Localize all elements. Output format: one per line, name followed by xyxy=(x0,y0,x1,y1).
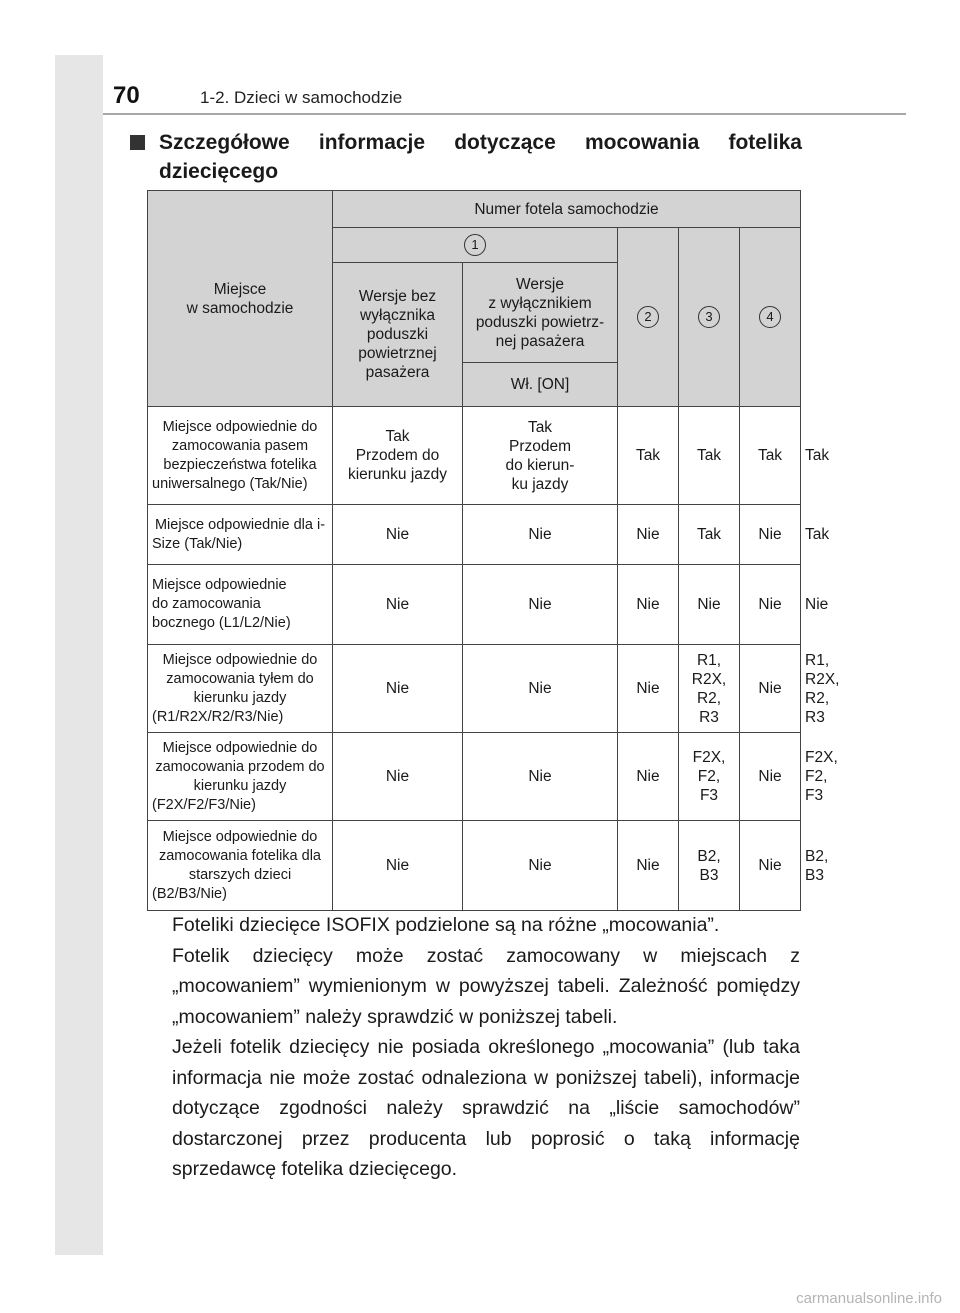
row-label: Miejsce odpowiednie dla i-Size (Tak/Nie) xyxy=(148,505,333,565)
isofix-info-table xyxy=(147,190,840,911)
table-cell: Nie xyxy=(679,565,740,645)
header-seat-4 xyxy=(740,228,801,407)
table-cell: Nie xyxy=(618,821,679,911)
table-cell: Nie xyxy=(740,645,801,733)
table-cell: Tak xyxy=(740,407,801,505)
page-number: 70 xyxy=(113,82,140,109)
table-cell: Nie xyxy=(740,505,801,565)
paragraph: Jeżeli fotelik dziecięcy nie posiada określonego „mocowania” (lub taka informacja nie może zostać odnaleziona w poniższej tabeli), informacje dotyczące zgodności należy sprawdzić na „liście samochodów” dostarczonej przez producenta lub poprosić o taką informację sprzedawcę fotelika dziecięcego. xyxy=(172,1036,800,1180)
table-cell: Nie xyxy=(333,505,463,565)
table-row: Miejsce odpowiednie do zamocowania bocznego (L1/L2/Nie) Nie Nie Nie Nie Nie Nie xyxy=(148,565,801,645)
seat-1-circle-icon: 1 xyxy=(464,234,486,256)
table-cell: Tak Przodem do kierunku jazdy xyxy=(333,407,463,505)
header-without-switch: Wersje bez wyłącznika poduszki powietrznej pasażera xyxy=(333,263,463,407)
table-cell: Nie xyxy=(333,565,463,645)
table-row: Miejsce odpowiednie do zamocowania przodem do kierunku jazdy (F2X/F2/F3/Nie) Nie Nie Nie F2X, F2, F3 Nie F2X, F2, F3 xyxy=(148,733,801,821)
table-cell: Tak Przodem do kierun- ku jazdy xyxy=(463,407,618,505)
table-cell: B2, B3 xyxy=(679,821,740,911)
table-cell: Nie xyxy=(333,821,463,911)
table-cell: Nie xyxy=(618,733,679,821)
table-cell: F2X, F2, F3 xyxy=(679,733,740,821)
table-cell: Nie xyxy=(333,733,463,821)
table-cell: Nie xyxy=(618,645,679,733)
table-cell: Nie xyxy=(618,565,679,645)
chapter-title: 1-2. Dzieci w samochodzie xyxy=(200,88,403,107)
paragraph: Foteliki dziecięce ISOFIX podzielone są na różne „mocowania”. xyxy=(172,914,720,936)
seat-4-circle-icon: 4 xyxy=(759,306,781,328)
header-seat-1 xyxy=(333,228,618,263)
seat-2-circle-icon: 2 xyxy=(637,306,659,328)
table-cell: Nie xyxy=(463,565,618,645)
side-margin-bar xyxy=(55,55,103,1255)
table-cell: Nie xyxy=(463,505,618,565)
header-with-switch: Wersje z wyłącznikiem poduszki powietrz- nej pasażera xyxy=(463,263,618,363)
table-cell: Nie xyxy=(463,821,618,911)
table-cell: R1, R2X, R2, R3 xyxy=(679,645,740,733)
watermark: carmanualsonline.info xyxy=(796,1290,942,1307)
table-cell: Nie xyxy=(463,733,618,821)
body-text xyxy=(172,910,800,1185)
row-label: Miejsce odpowiednie do zamocowania bocznego (L1/L2/Nie) xyxy=(148,565,333,645)
table-row: Miejsce odpowiednie do zamocowania pasem bezpieczeństwa fotelika uniwersalnego (Tak/Nie) Tak Przodem do kierunku jazdy Tak Przodem do kierun- ku jazdy Tak Tak Tak Tak xyxy=(148,407,801,505)
row-label: Miejsce odpowiednie do zamocowania pasem bezpieczeństwa fotelika uniwersalnego (Tak/Nie) xyxy=(148,407,333,505)
table-row: Miejsce odpowiednie dla i-Size (Tak/Nie) Nie Nie Nie Tak Nie Tak xyxy=(148,505,801,565)
header-seat-3 xyxy=(679,228,740,407)
section-heading xyxy=(130,128,802,186)
header-switch-on: Wł. [ON] xyxy=(463,363,618,407)
table-cell: Nie xyxy=(333,645,463,733)
row-label: Miejsce odpowiednie do zamocowania fotelika dla starszych dzieci (B2/B3/Nie) xyxy=(148,821,333,911)
table-cell: Tak xyxy=(618,407,679,505)
square-bullet-icon xyxy=(130,135,145,150)
header-seat-2 xyxy=(618,228,679,407)
header-divider xyxy=(103,113,906,115)
row-label: Miejsce odpowiednie do zamocowania tyłem do kierunku jazdy (R1/R2X/R2/R3/Nie) xyxy=(148,645,333,733)
table-row: Miejsce odpowiednie do zamocowania fotelika dla starszych dzieci (B2/B3/Nie) Nie Nie Nie B2, B3 Nie B2, B3 xyxy=(148,821,801,911)
table-cell: Tak xyxy=(679,407,740,505)
table-row: Miejsce odpowiednie do zamocowania tyłem do kierunku jazdy (R1/R2X/R2/R3/Nie) Nie Nie Nie R1, R2X, R2, R3 Nie R1, R2X, R2, R3 xyxy=(148,645,801,733)
row-label: Miejsce odpowiednie do zamocowania przodem do kierunku jazdy (F2X/F2/F3/Nie) xyxy=(148,733,333,821)
seat-3-circle-icon: 3 xyxy=(698,306,720,328)
table-cell: Nie xyxy=(463,645,618,733)
table-cell: Tak xyxy=(679,505,740,565)
header-location: Miejsce w samochodzie xyxy=(148,191,333,407)
header-seat-number: Numer fotela samochodzie xyxy=(333,191,801,228)
table-cell: Nie xyxy=(740,733,801,821)
paragraph: Fotelik dziecięcy może zostać zamocowany w miejscach z „mocowaniem” wymienionym w powyższej tabeli. Zależność pomiędzy „mocowaniem” należy sprawdzić w poniższej tabeli. xyxy=(172,944,800,1028)
table-cell: Nie xyxy=(740,821,801,911)
section-heading-text: Szczegółowe informacje dotyczące mocowania fotelika dziecięcego xyxy=(159,131,802,183)
table-cell: Nie xyxy=(740,565,801,645)
table-cell: Nie xyxy=(618,505,679,565)
